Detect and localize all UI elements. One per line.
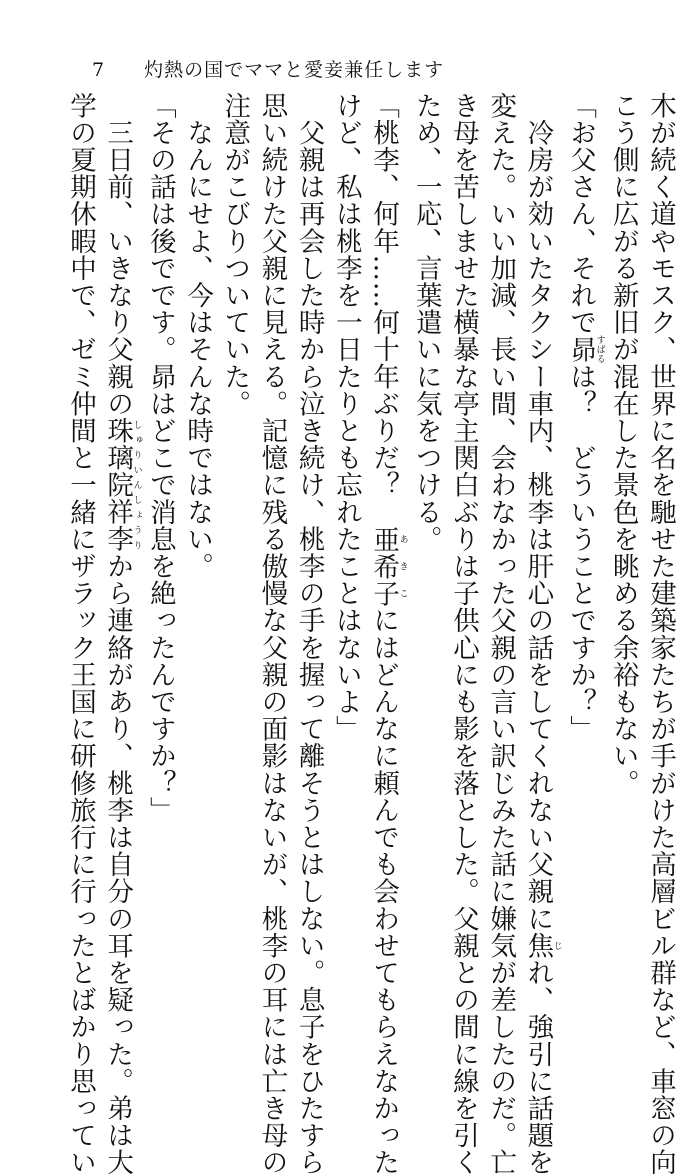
vertical-body-text [62,92,679,1176]
line-text: 変えた。いい加減、長い間、会わなかった父親の言い訳じみた話に嫌気が差したのだ。亡 [485,92,517,1176]
ruby-base: 亜希子 [368,525,400,607]
book-title: 灼熱の国でママと愛妾兼任します [144,59,445,81]
line-text-continued: れ、強引に話題を [522,959,554,1176]
line-text: なんにせよ、今はそんな時ではない。 [182,92,214,580]
text-line [290,92,327,1176]
furigana-word [368,525,408,607]
text-line [642,92,679,1176]
line-text: 三日前、いきなり父親の [102,92,134,418]
line-text: ため、一応、言葉遣いに気をつける。 [410,92,442,553]
line-text: 「その話は後でです。昴はどこで消息を絶ったんですか？」 [144,92,176,824]
line-text-continued: は？ どういうことですか？」 [565,363,597,743]
line-text: 冷房が効いたタクシー車内、桃李は肝心の話をしてくれない父親に [522,92,554,933]
text-line [605,92,642,952]
text-line [365,92,408,1176]
line-text: 注意がこびりついていた。 [219,92,251,418]
furigana-word [522,932,562,960]
running-header [92,55,444,82]
line-text: 木が続く道やモスク、世界に名を馳せた建築家たちが手がけた高層ビル群など、車窓の向 [645,92,676,1176]
line-text: けど、私は桃李を一日たりとも忘れたことはないよ」 [330,92,362,743]
line-text-continued: から連絡があり、桃李は自分の耳を疑った。弟は大 [102,552,134,1176]
text-line [519,92,562,1176]
line-text: き母を苦しませた横暴な亭主関白ぶりは子供心にも影を落とした。父親との間に線を引く [447,92,479,1176]
page-number: 7 [92,59,106,81]
text-line [445,92,482,1176]
text-line [253,92,290,1176]
ruby-base: 焦 [522,932,554,960]
ruby-base: 珠璃院祥李 [102,417,134,553]
line-text-continued: にはどんなに頼んでも会わせてもらえなかった [368,606,400,1176]
line-text: こう側に広がる新旧が混在した景色を眺める余裕もない。 [607,92,639,797]
furigana-word [102,417,142,553]
ruby-reading: しゅりいんしょうり [131,417,142,553]
text-line [179,92,216,952]
text-line [408,92,445,952]
line-text: 学の夏期休暇中で、ゼミ仲間と一緒にザラック王国に研修旅行に行ったとばかり思ってい [64,92,96,1176]
line-text: 「お父さん、それで [565,92,597,336]
text-line [328,92,365,952]
line-text: 父親は再会した時から泣き続け、桃李の手を握って離そうとはしない。息子をひたすら [293,92,325,1176]
text-line [99,92,142,1176]
furigana-word [565,335,605,364]
ruby-reading: じ [551,932,562,960]
text-line [482,92,519,1176]
text-line [562,92,605,952]
ruby-reading: すばる [594,335,605,364]
line-text: 思い続けた父親に見える。記憶に残る傲慢な父親の面影はないが、桃李の耳には亡き母の [256,92,288,1176]
text-line [216,92,253,952]
text-line [142,92,179,952]
text-line [62,92,99,1176]
ruby-reading: あきこ [397,525,408,607]
ruby-base: 昴 [565,335,597,364]
line-text: 「桃李、何年……何十年ぶりだ？ [368,92,400,526]
